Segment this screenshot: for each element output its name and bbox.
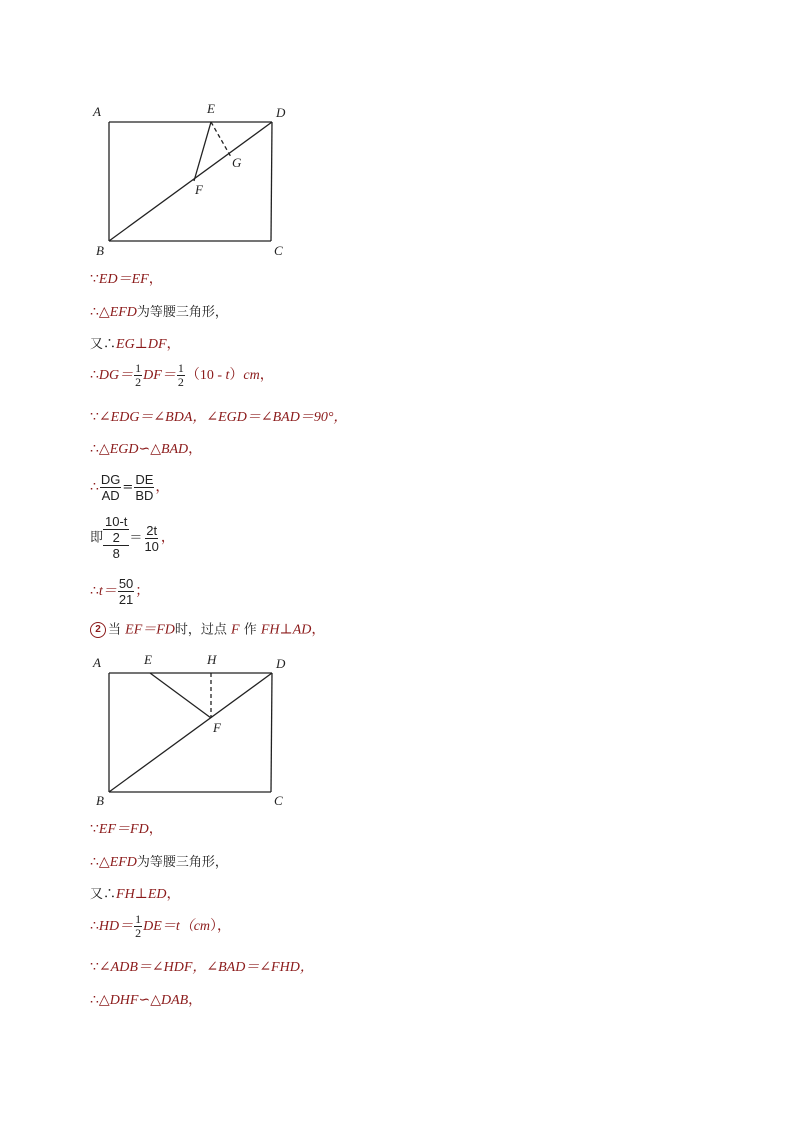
label-a: A — [93, 655, 101, 670]
diagonal-bd — [109, 673, 272, 792]
segment-eg-dashed — [211, 122, 231, 157]
label-a: A — [93, 104, 101, 119]
step-line-16: ∴△DHF∽△DAB， — [90, 993, 203, 1008]
figure-1 — [88, 98, 303, 263]
label-f: F — [195, 182, 203, 197]
step-line-13: 又∴FH⊥ED， — [90, 887, 181, 902]
step-line-9: ∴t＝ $\frac{50}{21}$ ； — [90, 576, 150, 607]
fraction-half-3: $\frac{1}{2}$ — [135, 912, 142, 940]
step-line-3: 又∴EG⊥DF， — [90, 337, 181, 352]
edge-dc — [271, 673, 272, 792]
label-c: C — [274, 793, 283, 808]
step-line-12: ∴△EFD为等腰三角形， — [90, 855, 228, 870]
label-c: C — [274, 243, 283, 258]
step-line-8: 即 10-t 2 8 ＝ $\frac{2t}{10}$ ， — [90, 514, 175, 561]
segment-ef — [150, 673, 211, 718]
step-line-5: ∵∠EDG＝∠BDA，∠EGD＝∠BAD＝90°， — [90, 410, 348, 425]
fraction-half-2: $\frac{1}{2}$ — [177, 361, 184, 389]
nested-fraction: 10-t 2 8 — [105, 514, 128, 561]
diagonal-bd — [109, 122, 272, 241]
label-d: D — [276, 105, 286, 120]
step-line-4: ∴DG＝ $\frac{1}{2}$ DF＝ $\frac{1}{2}$ （10 - t）cm， — [90, 361, 274, 389]
fraction-half-1: $\frac{1}{2}$ — [135, 361, 142, 389]
fraction-50-21: $\frac{50}{21}$ — [118, 576, 134, 607]
figure-2 — [88, 650, 303, 815]
label-b: B — [96, 243, 104, 258]
fraction-2t-10: $\frac{2t}{10}$ — [144, 522, 159, 554]
step-line-10: 2 当 EF＝FD时，过点 F 作 FH⊥AD， — [90, 622, 325, 639]
circled-number-2: 2 — [90, 622, 106, 638]
step-line-15: ∵∠ADB＝∠HDF，∠BAD＝∠FHD， — [90, 960, 314, 975]
label-g: G — [232, 155, 242, 170]
step-line-1: ∵ED＝EF， — [90, 272, 163, 287]
label-f: F — [213, 720, 221, 735]
step-line-2: ∴△EFD为等腰三角形， — [90, 305, 228, 320]
fraction-dg-ad: $\frac{DG}{AD}$ — [100, 472, 121, 503]
step-line-14: ∴HD＝ $\frac{1}{2}$ DE＝t（cm）， — [90, 912, 232, 940]
fraction-de-bd: $\frac{DE}{BD}$ — [135, 472, 154, 503]
label-e: E — [207, 101, 215, 116]
label-d: D — [276, 656, 286, 671]
edge-dc — [271, 122, 272, 241]
step-line-11: ∵EF＝FD， — [90, 822, 163, 837]
label-b: B — [96, 793, 104, 808]
label-h: H — [207, 652, 217, 667]
step-line-7: ∴ $\frac{DG}{AD}$ = $\frac{DE}{BD}$ ， — [90, 472, 170, 503]
label-e: E — [144, 652, 152, 667]
step-line-6: ∴△EGD∽△BAD， — [90, 442, 203, 457]
